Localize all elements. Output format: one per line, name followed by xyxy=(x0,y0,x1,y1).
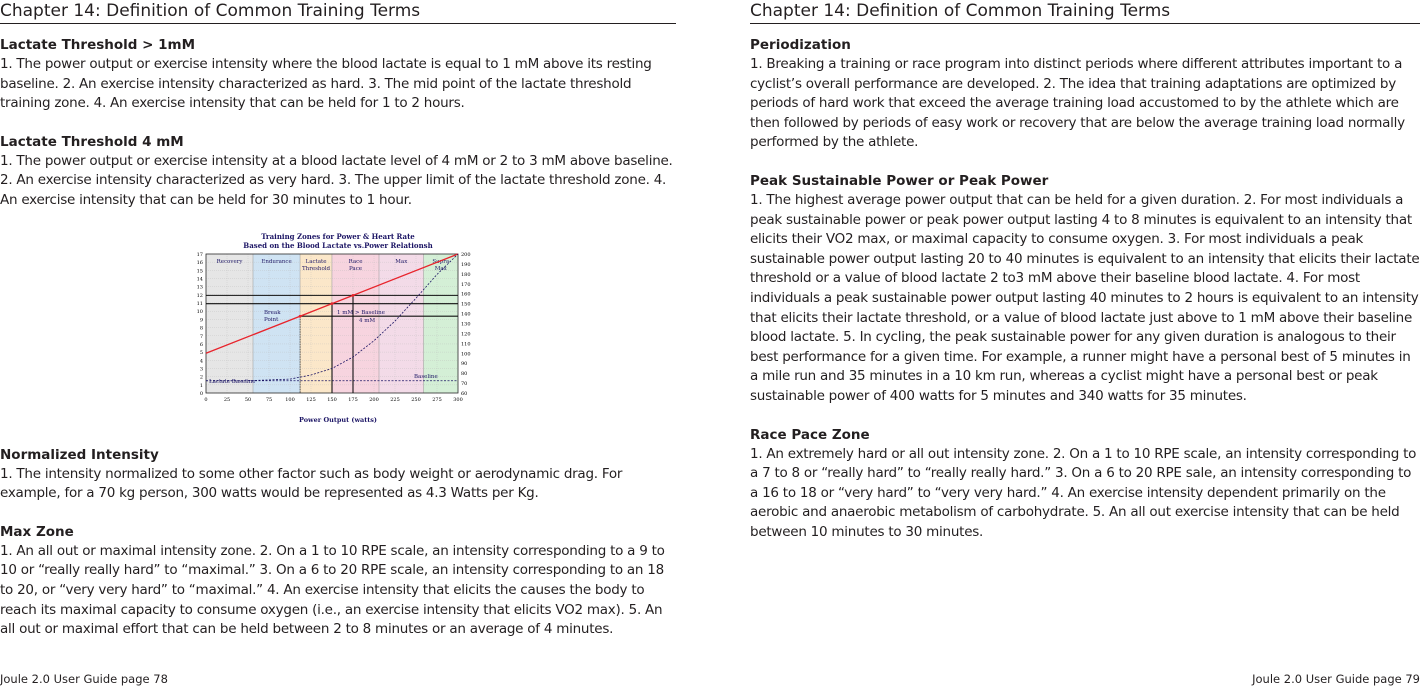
term-heading: Lactate Threshold 4 mM xyxy=(0,133,184,150)
term-definition: 1. An all out or maximal intensity zone. 2. On a 1 to 10 RPE scale, an intensity corresponding to a 9 to 10 or “really really hard” to “maximal.” 3. On a 6 to 20 RPE scale, an intensity corresponding to an 18 to 20, or “very very hard” to “maximal.” 4. An exercise intensity that elicits the causes the body to reach its maximal capacity to consume oxygen (i.e., an exercise intensity that elicits VO2 max). 5. An all out or maximal effort that can be held between 2 to 8 minutes or an average of 4 minutes. xyxy=(0,542,665,638)
glossary-entry-lt1 xyxy=(0,36,676,114)
chapter-title-left: Chapter 14: Definition of Common Training Terms xyxy=(0,0,676,24)
glossary-entry-race-pace-zone xyxy=(750,426,1420,543)
baseline-label: Baseline xyxy=(414,373,438,380)
chart-title-line1: Training Zones for Power & Heart Rate xyxy=(261,231,415,241)
x-tick-label: 125 xyxy=(306,396,316,403)
y-left-tick-label: 9 xyxy=(199,316,203,323)
term-definition: 1. Breaking a training or race program into distinct periods where different attributes important to a cyclist’s overall performance are developed. 2. The idea that training adaptations are optimized by periods of hard work that exceed the average training load accustomed to by the athlete which are then followed by periods of easy work or recovery that are below the average training load normally performed by the athlete. xyxy=(750,56,1405,151)
y-right-tick-label: 80 xyxy=(461,370,468,377)
page-footer-left: Joule 2.0 User Guide page 78 xyxy=(0,672,168,686)
zone-band-0 xyxy=(206,254,256,393)
y-right-tick-label: 90 xyxy=(461,360,468,367)
glossary-entry-normalized-intensity xyxy=(0,446,676,504)
glossary-entry-peak-power xyxy=(750,172,1420,407)
glossary-entry-lt4 xyxy=(0,133,676,211)
x-tick-label: 25 xyxy=(223,396,231,403)
y-left-tick-label: 3 xyxy=(199,366,203,373)
glossary-entry-periodization xyxy=(750,36,1420,153)
zone-label-3: Pace xyxy=(348,265,363,272)
break-point-label-line2: Point xyxy=(264,316,279,323)
page-footer-right: Joule 2.0 User Guide page 79 xyxy=(1252,672,1420,686)
y-left-tick-label: 2 xyxy=(199,374,203,381)
term-definition: 1. The power output or exercise intensity at a blood lactate level of 4 mM or 2 to 3 mM above baseline. 2. An exercise intensity characterized as very hard. 3. The upper limit of the lactate threshold zone. 4. An exercise intensity that can be held for 30 minutes to 1 hour. xyxy=(0,152,673,208)
hr-point-112 xyxy=(299,314,302,317)
y-right-tick-label: 200 xyxy=(461,251,471,258)
y-left-tick-label: 5 xyxy=(199,349,203,356)
y-right-tick-label: 150 xyxy=(461,301,471,308)
chart-title-line2: Based on the Blood Lactate vs.Power Relationsh xyxy=(243,240,433,250)
break-point-label: Break Point xyxy=(264,309,281,323)
x-tick-label: 275 xyxy=(432,396,442,403)
glossary-entry-max-zone xyxy=(0,523,676,640)
zone-label-5: Max xyxy=(434,265,447,272)
term-heading: Race Pace Zone xyxy=(750,426,870,443)
term-definition: 1. The intensity normalized to some other factor such as body weight or aerodynamic drag. For example, for a 70 kg person, 300 watts would be represented as 4.3 Watts per Kg. xyxy=(0,465,623,502)
x-tick-label: 0 xyxy=(204,396,208,403)
zone-band-2 xyxy=(300,254,332,393)
term-heading: Peak Sustainable Power or Peak Power xyxy=(750,172,1049,189)
y-left-tick-label: 14 xyxy=(196,276,203,283)
y-left-tick-label: 13 xyxy=(196,284,203,291)
y-left-tick-label: 0 xyxy=(199,390,203,397)
left-page-content xyxy=(0,36,676,659)
zone-band-4 xyxy=(379,254,424,393)
left-page xyxy=(0,0,676,688)
term-definition: 1. The highest average power output that can be held for a given duration. 2. For most individuals a peak sustainable power or peak power output lasting 4 to 8 minutes is equivalent to an intensity that elicits their VO2 max, or maximal capacity to consume oxygen. 3. For most individuals a peak sustainable power output lasting 20 to 40 minutes is equivalent to an intensity that elicits their lactate threshold or a value of blood lactate 2 to3 mM above their baseline blood lactate. 4. For most individuals a peak sustainable power output lasting 40 minutes to 2 hours is equivalent to an intensity that elicits their lactate threshold, or a value of blood lactate just above to 1 mM above their baseline blood lactate. 5. In cycling, the peak sustainable power for any given duration is analogous to their best performance for a given time. For example, a runner might have a personal best of 5 minutes in a mile run and 35 minutes in a 10 km run, whereas a cyclist might have a personal best or peak sustainable power of 400 watts for 5 minutes and 340 watts for 35 minutes. xyxy=(750,191,1420,404)
zone-label-3: Race xyxy=(348,258,363,265)
one-mm-label: 1 mM > Baseline xyxy=(337,309,385,316)
term-heading: Normalized Intensity xyxy=(0,446,159,463)
y-left-tick-label: 12 xyxy=(196,292,203,299)
x-tick-label: 50 xyxy=(244,396,252,403)
term-heading: Max Zone xyxy=(0,523,74,540)
y-right-tick-label: 180 xyxy=(461,271,471,278)
y-right-tick-label: 120 xyxy=(461,330,471,337)
zone-label-4: Max xyxy=(395,258,408,265)
hr-point-175 xyxy=(352,294,355,297)
x-tick-label: 100 xyxy=(285,396,295,403)
four-mm-label: 4 mM xyxy=(359,317,376,324)
x-tick-label: 175 xyxy=(348,396,358,403)
y-right-tick-label: 60 xyxy=(461,390,468,397)
zone-band-1 xyxy=(253,254,300,393)
zone-label-0: Recovery xyxy=(216,258,243,265)
zone-label-2: Threshold xyxy=(302,265,331,272)
y-left-tick-label: 16 xyxy=(196,259,203,266)
lactate-baseline-label: Lactate Baseline xyxy=(209,378,256,385)
y-right-tick-label: 130 xyxy=(461,321,471,328)
right-page xyxy=(750,0,1420,688)
zone-label-5: Supra xyxy=(432,258,450,265)
term-heading: Periodization xyxy=(750,37,851,53)
y-right-tick-label: 190 xyxy=(461,261,471,268)
y-left-tick-label: 4 xyxy=(199,357,203,364)
zone-label-1: Endurance xyxy=(261,258,292,265)
right-page-content xyxy=(750,36,1420,561)
y-right-tick-label: 100 xyxy=(461,350,471,357)
term-heading: Lactate Threshold > 1mM xyxy=(0,37,196,53)
y-left-tick-label: 7 xyxy=(199,333,203,340)
y-right-tick-label: 70 xyxy=(461,380,468,387)
chapter-title-right: Chapter 14: Definition of Common Training Terms xyxy=(750,0,1420,24)
x-tick-label: 150 xyxy=(327,396,337,403)
y-right-tick-label: 110 xyxy=(461,340,471,347)
y-left-tick-label: 11 xyxy=(196,300,203,307)
x-tick-label: 250 xyxy=(411,396,421,403)
hr-point-150 xyxy=(331,302,334,305)
term-definition: 1. An extremely hard or all out intensity zone. 2. On a 1 to 10 RPE scale, an intensity corresponding to a 7 to 8 or “really hard” to “really really hard.” 3. On a 6 to 20 RPE sale, an intensity corresponding to a 16 to 18 or “very hard” to “very very hard.” 4. An exercise intensity dependent primarily on the aerobic and anaerobic metabolism of carbohydrate. 5. An all out exercise intensity that can be held between 10 minutes to 30 minutes. xyxy=(750,445,1417,540)
training-zones-chart xyxy=(188,230,488,428)
y-left-tick-label: 10 xyxy=(196,308,203,315)
training-zones-figure xyxy=(0,230,676,428)
y-left-tick-label: 1 xyxy=(199,382,203,389)
x-axis-label: Power Output (watts) xyxy=(298,415,378,424)
y-right-tick-label: 160 xyxy=(461,291,471,298)
x-tick-label: 75 xyxy=(265,396,273,403)
y-left-tick-label: 15 xyxy=(196,267,203,274)
x-tick-label: 300 xyxy=(453,396,463,403)
y-right-tick-label: 170 xyxy=(461,281,471,288)
x-tick-label: 200 xyxy=(369,396,379,403)
zone-band-5 xyxy=(424,254,458,393)
y-left-tick-label: 6 xyxy=(199,341,203,348)
x-tick-label: 225 xyxy=(390,396,400,403)
y-left-tick-label: 17 xyxy=(196,251,203,258)
y-left-tick-label: 8 xyxy=(199,325,203,332)
term-definition: 1. The power output or exercise intensity where the blood lactate is equal to 1 mM above its resting baseline. 2. An exercise intensity characterized as hard. 3. The mid point of the lactate threshold training zone. 4. An exercise intensity that can be held for 1 to 2 hours. xyxy=(0,56,652,112)
y-right-tick-label: 140 xyxy=(461,311,471,318)
zone-label-2: Lactate xyxy=(305,258,327,265)
